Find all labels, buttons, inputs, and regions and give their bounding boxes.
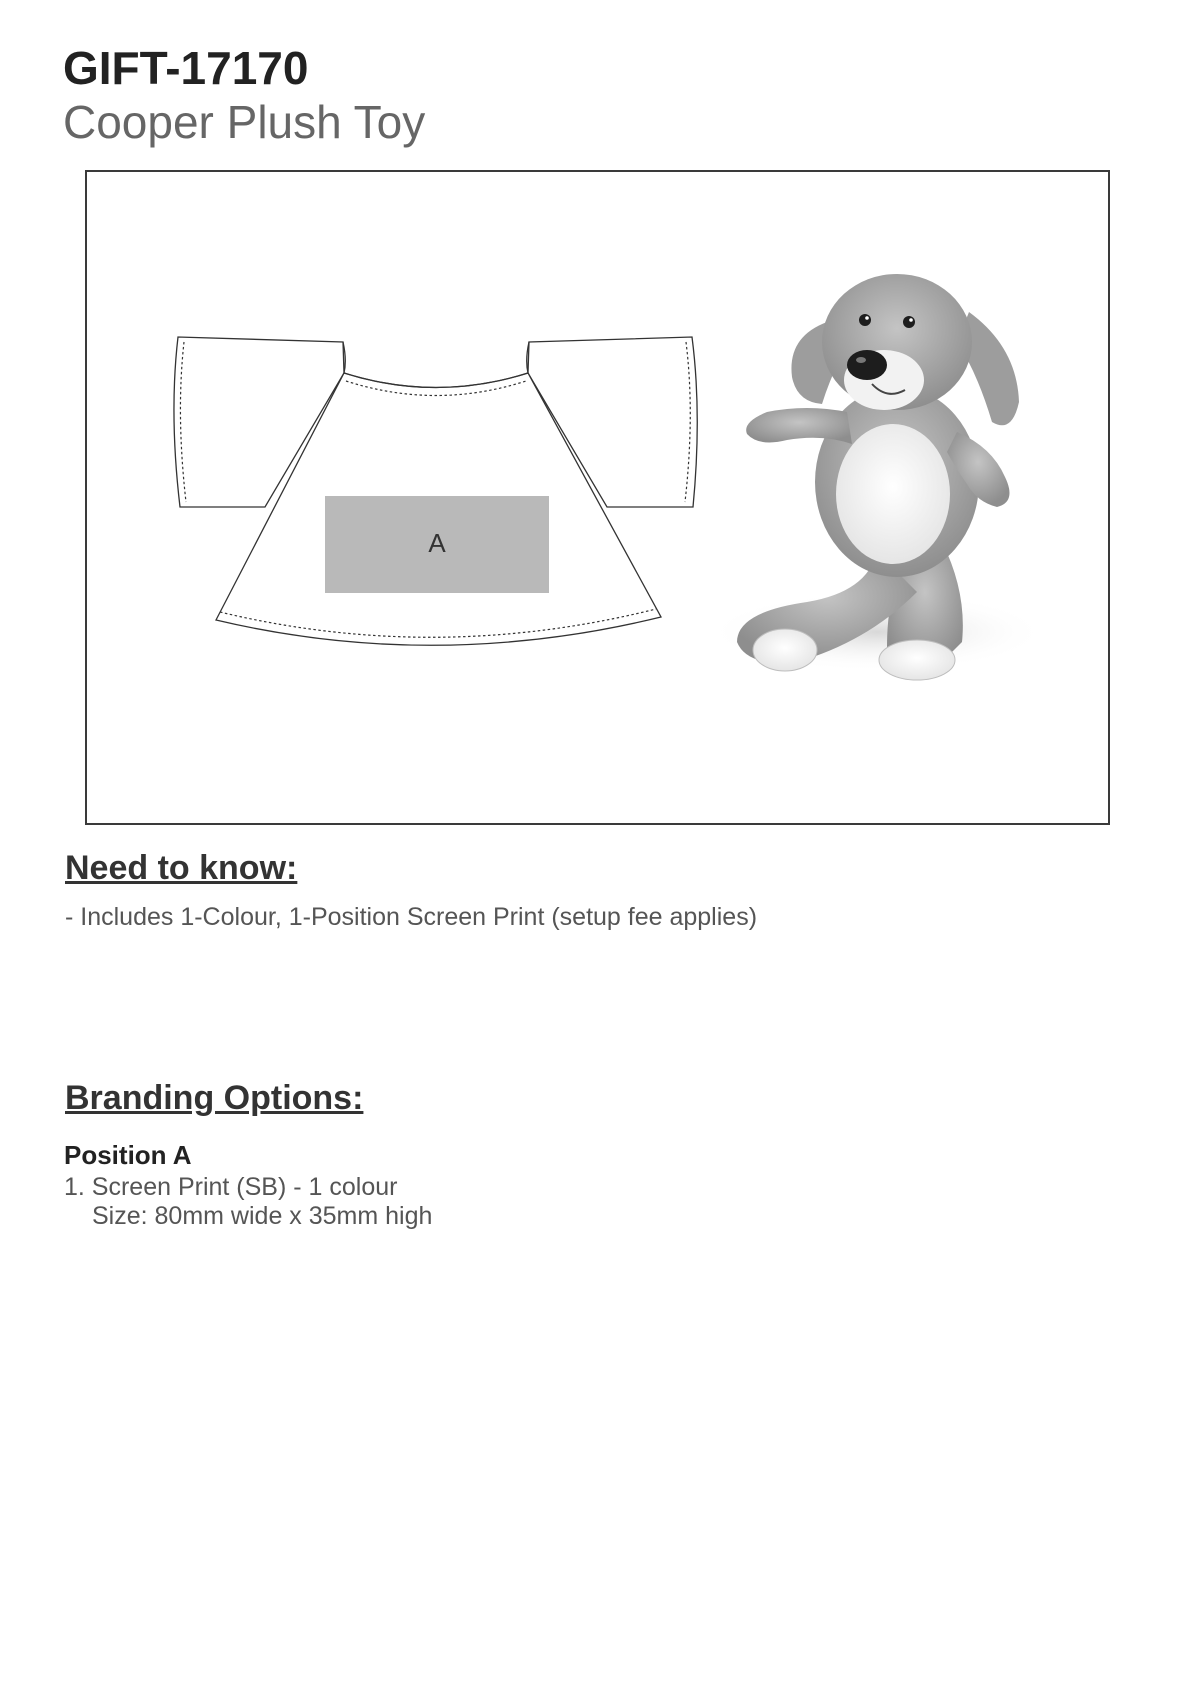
tshirt-outline — [174, 337, 697, 645]
illustration-canvas — [87, 172, 1107, 822]
print-area-label: A — [428, 528, 446, 558]
branding-size: Size: 80mm wide x 35mm high — [92, 1202, 433, 1230]
need-to-know-item: - Includes 1-Colour, 1-Position Screen Print (setup fee applies) — [65, 903, 758, 931]
branding-method: 1. Screen Print (SB) - 1 colour — [64, 1173, 398, 1201]
need-to-know-heading: Need to know: — [65, 849, 298, 887]
product-name: Cooper Plush Toy — [63, 96, 426, 148]
product-illustration-panel — [85, 170, 1110, 825]
position-heading: Position A — [64, 1140, 192, 1170]
plush-dog-picture — [707, 274, 1047, 680]
product-code: GIFT-17170 — [63, 42, 309, 94]
branding-options-heading: Branding Options: — [65, 1079, 364, 1117]
